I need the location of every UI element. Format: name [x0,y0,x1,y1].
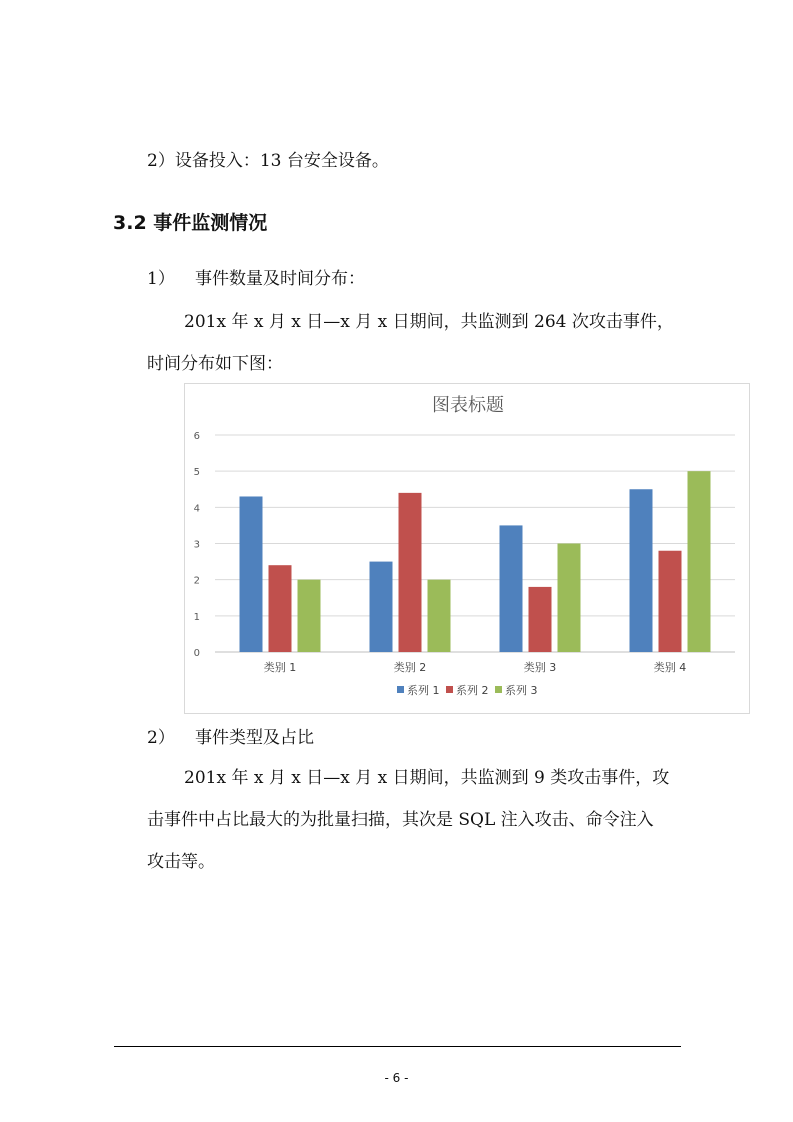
y-tick-label: 1 [193,611,200,623]
page-number: - 6 - [384,1071,409,1085]
paragraph-event-count-line2: 时间分布如下图： [147,354,283,374]
chart-title: 图表标题 [432,395,504,416]
bar-series2-category3 [529,587,552,652]
grid-lines [215,435,735,652]
bar-series3-category1 [298,580,321,652]
chart-canvas [185,384,751,715]
y-tick-label: 2 [193,575,200,587]
paragraph-device-investment: 2）设备投入：13 台安全设备。 [147,151,389,171]
x-category-label: 类别 1 [263,661,297,674]
y-tick-label: 5 [193,467,200,479]
bar-series2-category4 [659,551,682,652]
bar-series3-category3 [558,544,581,653]
bar-chart [184,383,750,714]
paragraph-event-type-line2: 击事件中占比最大的为批量扫描，其次是 SQL 注入攻击、命令注入 [147,810,654,830]
y-tick-label: 4 [193,503,200,515]
y-tick-label: 0 [193,648,200,659]
legend-label-series3: 系列 3 [505,684,538,697]
bar-series3-category4 [688,471,711,652]
bar-series2-category1 [269,565,292,652]
legend-swatch-series2 [446,686,453,693]
bar-series1-category1 [240,496,263,652]
legend-label-series1: 系列 1 [407,684,440,697]
paragraph-event-type-line3: 攻击等。 [147,852,215,872]
bars [240,471,711,652]
bar-series1-category2 [370,562,393,652]
footer-divider [114,1046,681,1047]
legend-swatch-series3 [495,686,502,693]
list-item-2-number: 2） [147,728,175,748]
legend-label-series2: 系列 2 [456,684,489,697]
x-category-label: 类别 4 [653,661,687,674]
x-axis-labels [264,660,687,674]
paragraph-event-type-line1: 201x 年 x 月 x 日—x 月 x 日期间，共监测到 9 类攻击事件，攻 [184,768,670,788]
y-axis-ticks [194,431,200,659]
bar-series2-category2 [399,493,422,652]
bar-series3-category2 [428,580,451,652]
legend [397,683,538,697]
y-tick-label: 3 [193,539,200,551]
x-category-label: 类别 3 [523,661,557,674]
bar-series1-category3 [500,525,523,652]
list-item-2-text: 事件类型及占比 [195,728,314,748]
x-category-label: 类别 2 [393,661,427,674]
list-item-1-text: 事件数量及时间分布： [195,269,365,289]
section-heading: 3.2 事件监测情况 [113,212,268,234]
y-tick-label: 6 [193,431,200,442]
paragraph-event-count-line1: 201x 年 x 月 x 日—x 月 x 日期间，共监测到 264 次攻击事件， [184,312,674,332]
legend-swatch-series1 [397,686,404,693]
bar-series1-category4 [630,489,653,652]
list-item-1-number: 1） [147,269,175,289]
